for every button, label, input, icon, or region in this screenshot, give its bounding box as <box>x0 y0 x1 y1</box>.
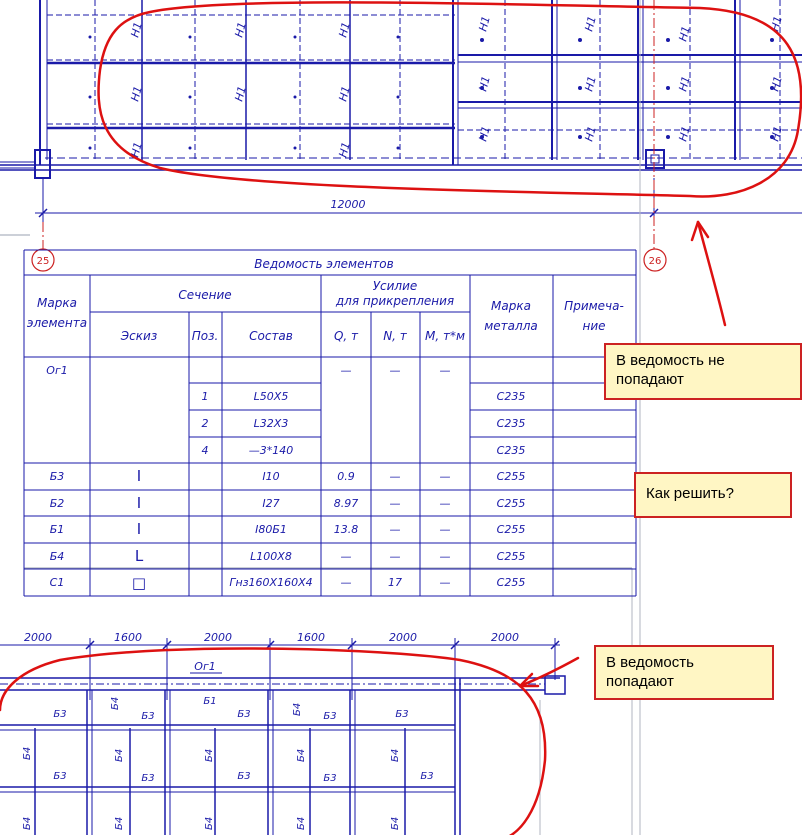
callout-text: В ведомость не попадают <box>616 352 725 388</box>
header-composition: Состав <box>249 329 293 343</box>
beam-mark: Б3 <box>420 771 434 782</box>
cell-steel: С255 <box>496 576 526 589</box>
dimension-label: 12000 <box>330 198 366 211</box>
table-title: Ведомость элементов <box>254 257 394 271</box>
cell-composition: I10 <box>262 470 280 483</box>
dimension-12000 <box>35 178 802 222</box>
cell-q: 8.97 <box>333 497 359 510</box>
header-pos: Поз. <box>191 329 219 343</box>
cell-composition: I80Б1 <box>255 523 287 536</box>
post-mark: Б4 <box>296 748 307 762</box>
beam-label-og1: Ог1 <box>194 660 216 673</box>
sketch-i-beam-icon: I <box>136 467 142 485</box>
panel-mark: Н1 <box>582 74 599 93</box>
cell-m: — <box>439 576 451 589</box>
callout-text: Как решить? <box>646 485 734 502</box>
panel-mark: Н1 <box>768 74 785 93</box>
arrow-not-included <box>698 222 725 325</box>
beam-mark: Б3 <box>53 771 67 782</box>
cell-n: — <box>389 364 401 377</box>
header-mark: Марка элемента <box>26 296 88 330</box>
callout-how-to-solve <box>634 472 792 518</box>
callout-included <box>594 645 774 700</box>
post-mark: Б4 <box>110 696 121 710</box>
dimension-label: 2000 <box>491 631 519 644</box>
sketch-angle-icon: L <box>134 547 144 565</box>
panel-mark: Н1 <box>336 20 353 39</box>
post-mark: Б4 <box>114 748 125 762</box>
svg-text:Примеча- ние <box>0 0 8 1</box>
cell-pos: 1 <box>201 390 209 403</box>
cell-composition: L50X5 <box>253 390 289 403</box>
panel-mark: Н1 <box>336 84 353 103</box>
dimension-label: 1600 <box>114 631 142 644</box>
panel-mark: Н1 <box>476 124 493 143</box>
cell-composition: Гнз160X160X4 <box>229 576 313 589</box>
callout-not-included <box>604 343 802 400</box>
panel-mark: Н1 <box>676 124 693 143</box>
cell-q: 13.8 <box>333 523 359 536</box>
table-rows <box>46 364 525 592</box>
panel-mark: Н1 <box>768 14 785 33</box>
panel-mark: Н1 <box>232 20 249 39</box>
bottom-dimension-labels <box>24 631 519 673</box>
elements-table-grid <box>24 250 636 596</box>
sketch-i-beam-icon: I <box>136 520 142 538</box>
header-force: Усилие для прикрепления <box>335 279 455 308</box>
dimension-label: 2000 <box>204 631 232 644</box>
axis-label-25: 25 <box>36 256 50 267</box>
dimension-label: 1600 <box>297 631 325 644</box>
cell-m: — <box>439 470 451 483</box>
panel-mark: Н1 <box>676 24 693 43</box>
panel-mark: Н1 <box>476 74 493 93</box>
bottom-plan-marks <box>22 696 434 830</box>
panel-mark: Н1 <box>128 140 145 159</box>
dimension-label: 2000 <box>389 631 417 644</box>
post-mark: Б4 <box>204 748 215 762</box>
elements-table <box>27 257 624 343</box>
beam-mark: Б1 <box>203 696 217 707</box>
cell-steel: С235 <box>496 390 526 403</box>
panel-mark: Н1 <box>336 140 353 159</box>
panel-mark: Н1 <box>676 74 693 93</box>
panel-mark: Н1 <box>128 20 145 39</box>
cell-pos: 4 <box>201 444 209 457</box>
cell-composition: —3*140 <box>248 444 294 457</box>
beam-mark: Б3 <box>323 773 337 784</box>
post-mark: Б4 <box>292 702 303 716</box>
cell-m: — <box>439 364 451 377</box>
cell-steel: С255 <box>496 550 526 563</box>
header-section: Сечение <box>178 288 232 302</box>
dimension-label: 2000 <box>24 631 52 644</box>
cell-n: — <box>389 523 401 536</box>
cell-n: — <box>389 470 401 483</box>
cell-pos: 2 <box>201 417 209 430</box>
cell-mark: Б4 <box>49 550 65 563</box>
callout-text: В ведомость попадают <box>606 654 694 690</box>
beam-mark: Б3 <box>141 711 155 722</box>
cell-steel: С255 <box>496 497 526 510</box>
beam-mark: Б3 <box>323 711 337 722</box>
cell-q: — <box>340 550 352 563</box>
header-sketch: Эскиз <box>120 329 158 343</box>
post-mark: Б4 <box>22 746 33 760</box>
cell-composition: L32X3 <box>253 417 289 430</box>
cell-steel: С235 <box>496 417 526 430</box>
header-note: Примеча-ние <box>564 299 624 333</box>
panel-mark: Н1 <box>582 14 599 33</box>
arrow-included <box>520 658 578 686</box>
sketch-square-tube-icon: □ <box>131 574 147 592</box>
cell-n: — <box>389 497 401 510</box>
cell-n: 17 <box>388 576 402 589</box>
header-n: N, т <box>383 329 407 343</box>
beam-mark: Б3 <box>395 709 409 720</box>
cell-n: — <box>389 550 401 563</box>
bottom-plan <box>0 676 565 835</box>
post-mark: Б4 <box>114 816 125 830</box>
cell-steel: С235 <box>496 444 526 457</box>
cell-steel: С255 <box>496 523 526 536</box>
cell-composition: L100X8 <box>250 550 292 563</box>
post-mark: Б4 <box>296 816 307 830</box>
cell-steel: С255 <box>496 470 526 483</box>
post-mark: Б4 <box>204 816 215 830</box>
top-plan-marks <box>128 15 785 159</box>
cell-mark: С1 <box>49 576 65 589</box>
header-q: Q, т <box>333 329 359 343</box>
beam-mark: Б3 <box>53 709 67 720</box>
cell-mark: Б2 <box>49 497 65 510</box>
sketch-i-beam-icon: I <box>136 494 142 512</box>
header-m: M, т*м <box>424 329 466 343</box>
cell-composition: I27 <box>262 497 280 510</box>
panel-mark: Н1 <box>582 124 599 143</box>
post-mark: Б4 <box>390 748 401 762</box>
cell-m: — <box>439 523 451 536</box>
cell-m: — <box>439 550 451 563</box>
cell-q: — <box>340 576 352 589</box>
cell-q: 0.9 <box>337 470 355 483</box>
cell-mark: Ог1 <box>46 364 68 377</box>
cell-q: — <box>340 364 352 377</box>
panel-mark: Н1 <box>476 14 493 33</box>
panel-mark: Н1 <box>768 124 785 143</box>
beam-mark: Б3 <box>141 773 155 784</box>
axis-label-26: 26 <box>648 256 662 267</box>
beam-mark: Б3 <box>237 771 251 782</box>
highlight-loop-top <box>99 2 802 196</box>
cell-m: — <box>439 497 451 510</box>
panel-mark: Н1 <box>232 84 249 103</box>
post-mark: Б4 <box>390 816 401 830</box>
panel-mark: Н1 <box>128 84 145 103</box>
header-steel: Марка металла <box>484 299 538 333</box>
cell-mark: Б1 <box>49 523 65 536</box>
beam-mark: Б3 <box>237 709 251 720</box>
cell-mark: Б3 <box>49 470 65 483</box>
post-mark: Б4 <box>22 816 33 830</box>
